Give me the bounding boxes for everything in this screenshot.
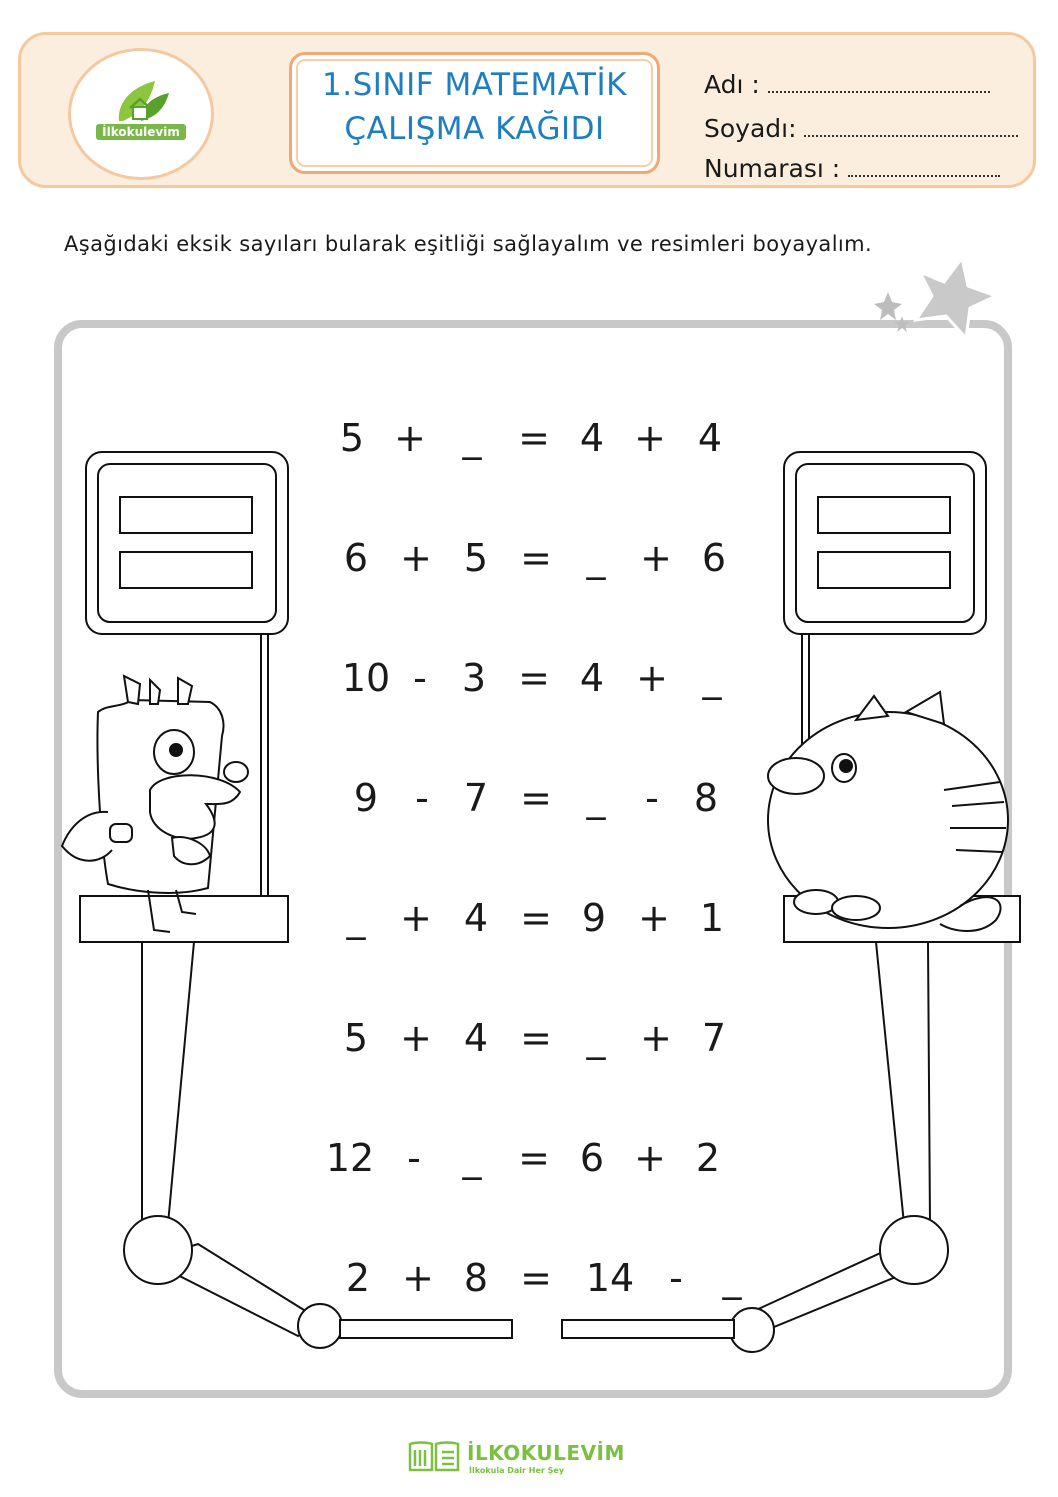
eq6-term-a: 5 xyxy=(343,1016,369,1060)
book-icon xyxy=(406,1438,462,1476)
footer-tagline: İlkokula Dair Her Şey xyxy=(469,1466,565,1475)
eq1-operator-2: + xyxy=(634,416,666,460)
title-line-2: ÇALIŞMA KAĞIDI xyxy=(344,111,605,147)
eq2-operator-1: + xyxy=(400,536,432,580)
title-box xyxy=(289,52,660,174)
eq3-operator-1: - xyxy=(413,656,427,700)
eq7-term-a: 12 xyxy=(325,1136,375,1180)
eq4-term-b: 7 xyxy=(463,776,489,820)
eq7-term-c: 6 xyxy=(579,1136,605,1180)
eq2-term-d: 6 xyxy=(701,536,727,580)
instruction-text: Aşağıdaki eksik sayıları bularak eşitliği sağlayalım ve resimleri boyayalım. xyxy=(64,232,873,256)
eq6-operator-1: + xyxy=(400,1016,432,1060)
eq1-term-a: 5 xyxy=(339,416,365,460)
eq4-term-a: 9 xyxy=(353,776,379,820)
eq8-term-d[interactable]: _ xyxy=(722,1256,742,1300)
eq2-operator-2: + xyxy=(640,536,672,580)
eq6-term-b: 4 xyxy=(463,1016,489,1060)
eq6-term-c[interactable]: _ xyxy=(586,1016,606,1060)
eq5-equals: = xyxy=(520,896,552,940)
surname-label: Soyadı: xyxy=(704,114,797,143)
logo-badge xyxy=(68,48,214,180)
eq3-term-c: 4 xyxy=(579,656,605,700)
eq1-operator-1: + xyxy=(394,416,426,460)
eq7-operator-1: - xyxy=(407,1136,421,1180)
eq5-term-a[interactable]: _ xyxy=(346,896,366,940)
eq8-term-a: 2 xyxy=(345,1256,371,1300)
eq3-operator-2: + xyxy=(636,656,668,700)
eq1-term-c: 4 xyxy=(579,416,605,460)
eq7-term-d: 2 xyxy=(695,1136,721,1180)
eq6-operator-2: + xyxy=(640,1016,672,1060)
eq1-term-b[interactable]: _ xyxy=(462,416,482,460)
eq4-operator-2: - xyxy=(645,776,659,820)
eq1-term-d: 4 xyxy=(697,416,723,460)
eq4-term-d: 8 xyxy=(693,776,719,820)
eq5-term-b: 4 xyxy=(463,896,489,940)
equals-character-illustration xyxy=(62,676,248,932)
eq2-term-b: 5 xyxy=(463,536,489,580)
eq5-operator-2: + xyxy=(638,896,670,940)
eq3-term-d[interactable]: _ xyxy=(702,656,722,700)
eq4-equals: = xyxy=(520,776,552,820)
leaf-house-icon xyxy=(111,77,173,125)
eq4-operator-1: - xyxy=(415,776,429,820)
surname-dotted-line xyxy=(804,117,1018,137)
eq6-equals: = xyxy=(520,1016,552,1060)
eq3-term-b: 3 xyxy=(461,656,487,700)
eq8-term-c: 14 xyxy=(585,1256,635,1300)
eq4-term-c[interactable]: _ xyxy=(586,776,606,820)
number-dotted-line xyxy=(848,157,1000,177)
eq5-term-c: 9 xyxy=(581,896,607,940)
name-label: Adı : xyxy=(704,70,760,99)
surname-field[interactable] xyxy=(704,114,1018,143)
eq7-term-b[interactable]: _ xyxy=(462,1136,482,1180)
eq2-term-a: 6 xyxy=(343,536,369,580)
small-star-icon xyxy=(874,292,902,320)
eq5-term-d: 1 xyxy=(699,896,725,940)
eq3-equals: = xyxy=(518,656,550,700)
eq8-operator-1: + xyxy=(402,1256,434,1300)
eq7-operator-2: + xyxy=(634,1136,666,1180)
eq7-equals: = xyxy=(518,1136,550,1180)
eq8-operator-2: - xyxy=(669,1256,683,1300)
eq2-term-c[interactable]: _ xyxy=(586,536,606,580)
footer-brand: İLKOKULEVİM xyxy=(467,1441,625,1465)
title-line-1: 1.SINIF MATEMATİK xyxy=(322,67,627,103)
eq6-term-d: 7 xyxy=(701,1016,727,1060)
eq8-term-b: 8 xyxy=(463,1256,489,1300)
logo-text: İlkokulevim xyxy=(71,125,211,139)
number-label: Numarası : xyxy=(704,154,841,183)
eq8-equals: = xyxy=(520,1256,552,1300)
cat-illustration xyxy=(768,692,1008,931)
name-dotted-line xyxy=(768,73,990,93)
eq5-operator-1: + xyxy=(400,896,432,940)
eq3-term-a: 10 xyxy=(341,656,391,700)
eq2-equals: = xyxy=(520,536,552,580)
eq1-equals: = xyxy=(518,416,550,460)
number-field[interactable] xyxy=(704,154,1000,183)
name-field[interactable] xyxy=(704,70,990,99)
